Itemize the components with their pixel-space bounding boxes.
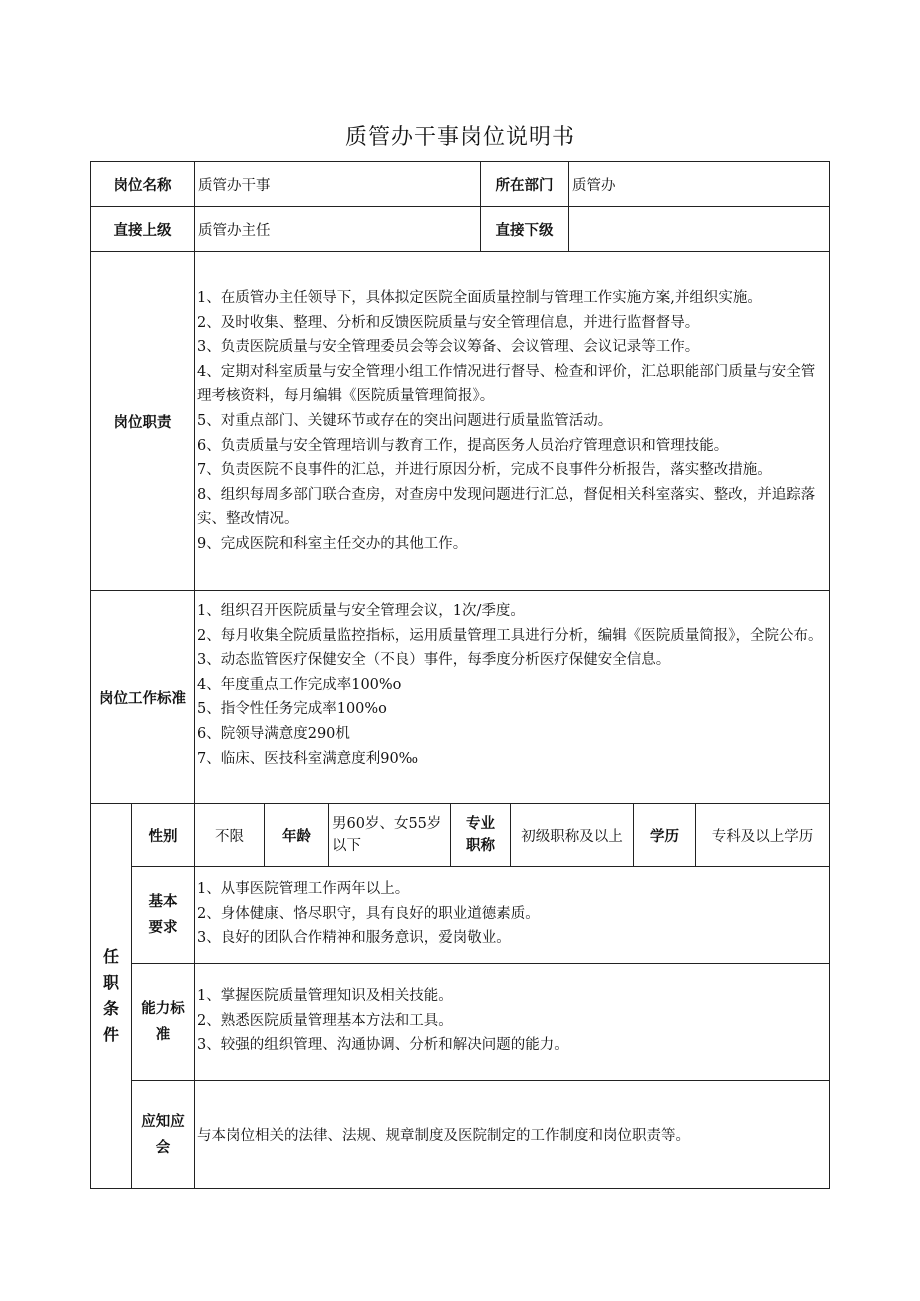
title-label: 专业职称 (466, 816, 495, 854)
standards-list (195, 599, 829, 771)
list-item: 5、指令性任务完成率100%o (197, 701, 387, 718)
department-label: 所在部门 (495, 177, 554, 194)
age-label: 年龄 (282, 828, 311, 845)
list-item: 1、从事医院管理工作两年以上。 (197, 881, 410, 897)
ability-label: 能力标准 (141, 1001, 185, 1043)
list-item: 3、负责医院质量与安全管理委员会等会议筹备、会议管理、会议记录等工作。 (197, 339, 700, 356)
standards-label: 岗位工作标准 (99, 690, 186, 707)
basic-requirements-list (195, 877, 829, 951)
knowledge-label: 应知应会 (141, 1113, 185, 1156)
duties-list (195, 286, 829, 557)
list-item: 2、身体健康、恪尽职守，具有良好的职业道德素质。 (197, 905, 540, 922)
list-item: 2、熟悉医院质量管理基本方法和工具。 (197, 1012, 453, 1029)
list-item: 1、掌握医院质量管理知识及相关技能。 (197, 988, 453, 1004)
page-title: 质管办干事岗位说明书 (344, 125, 575, 150)
title-value: 初级职称及以上 (521, 828, 623, 845)
qualifications-label: 任职条件 (102, 947, 119, 1044)
education-label: 学历 (650, 828, 679, 845)
list-item: 3、动态监管医疗保健安全（不良）事件，每季度分析医疗保健安全信息。 (197, 652, 671, 669)
table-border (90, 251, 830, 252)
ability-list (195, 984, 829, 1058)
duties-label: 岗位职责 (113, 414, 172, 431)
list-item: 1、组织召开医院质量与安全管理会议，1次/季度。 (197, 603, 525, 619)
department-value: 质管办 (572, 177, 616, 194)
list-item: 4、定期对科室质量与安全管理小组工作情况进行督导、检查和评价，汇总职能部门质量与安全管理考核资料，每月编辑《医院质量管理简报》。 (197, 363, 816, 405)
gender-label: 性别 (148, 828, 178, 845)
list-item: 6、负责质量与安全管理培训与教育工作，提高医务人员治疗管理意识和管理技能。 (197, 437, 729, 454)
position-name-label: 岗位名称 (113, 177, 172, 194)
list-item: 4、年度重点工作完成率100%o (197, 676, 402, 693)
education-value: 专科及以上学历 (711, 828, 814, 845)
table-border (829, 161, 830, 1189)
table-border (90, 1188, 830, 1189)
direct-subordinate-value (569, 207, 829, 251)
list-item: 9、完成医院和科室主任交办的其他工作。 (197, 535, 468, 552)
list-item: 3、良好的团队合作精神和服务意识，爱岗敬业。 (197, 930, 511, 947)
list-item: 2、及时收集、整理、分析和反馈医院质量与安全管理信息，并进行监督督导。 (197, 314, 700, 331)
gender-value: 不限 (215, 828, 244, 845)
table-border (131, 963, 830, 964)
basic-requirements-label: 基本要求 (148, 894, 178, 936)
age-value: 男60岁、女55岁以下 (332, 816, 442, 854)
list-item: 6、院领导满意度290机 (197, 725, 350, 742)
list-item: 8、组织每周多部门联合查房，对查房中发现问题进行汇总，督促相关科室落实、整改，并追踪落实、整改情况。 (197, 486, 816, 528)
position-name-value: 质管办干事 (198, 177, 271, 194)
list-item: 5、对重点部门、关键环节或存在的突出问题进行质量监管活动。 (197, 412, 613, 429)
list-item: 2、每月收集全院质量监控指标，运用质量管理工具进行分析，编辑《医院质量简报》，全院公布。 (197, 627, 823, 644)
direct-subordinate-label: 直接下级 (495, 222, 554, 239)
table-border (131, 866, 830, 867)
list-item: 7、负责医院不良事件的汇总，并进行原因分析，完成不良事件分析报告，落实整改措施。 (197, 462, 772, 479)
list-item: 1、在质管办主任领导下，具体拟定医院全面质量控制与管理工作实施方案,并组织实施。 (197, 290, 762, 306)
direct-superior-value: 质管办主任 (198, 222, 271, 239)
list-item: 3、较强的组织管理、沟通协调、分析和解决问题的能力。 (197, 1037, 569, 1054)
direct-superior-label: 直接上级 (113, 222, 172, 239)
knowledge-text: 与本岗位相关的法律、法规、规章制度及医院制定的工作制度和岗位职责等。 (197, 1128, 690, 1144)
list-item: 7、临床、医技科室满意度利90‰ (197, 750, 419, 767)
table-border (90, 590, 830, 591)
